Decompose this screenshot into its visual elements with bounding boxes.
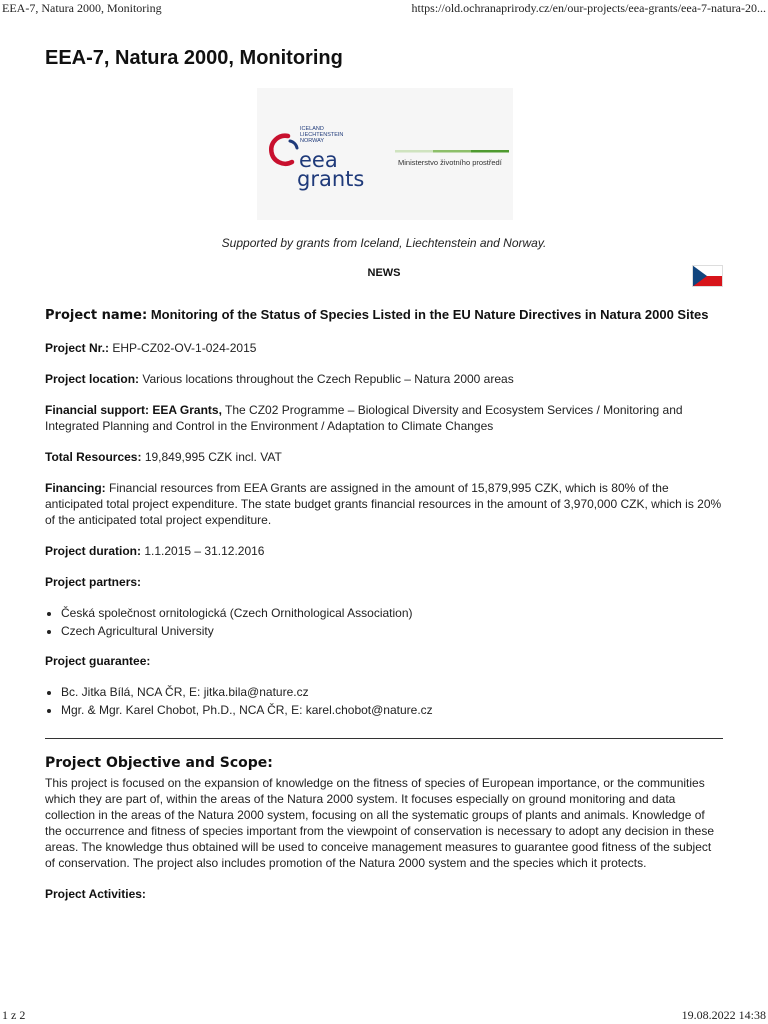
logo-grants-text: grants xyxy=(297,167,365,191)
financing-label: Financing: xyxy=(45,481,106,495)
project-name-value: Monitoring of the Status of Species Listed in the EU Nature Directives in Natura 2000 Sites xyxy=(150,307,709,322)
financial-support-label: Financial support: EEA Grants, xyxy=(45,403,222,417)
activities-label: Project Activities: xyxy=(45,887,146,901)
financing xyxy=(45,480,723,528)
project-number-value: EHP-CZ02-OV-1-024-2015 xyxy=(112,341,257,355)
main-content xyxy=(45,306,723,917)
project-duration xyxy=(45,543,723,559)
print-header-title: EEA-7, Natura 2000, Monitoring xyxy=(2,1,162,15)
project-location xyxy=(45,371,723,387)
guarantee-list xyxy=(45,684,723,718)
ministry-label: Ministerstvo životního prostředí xyxy=(398,158,502,167)
country-iceland: ICELAND xyxy=(300,126,324,132)
section-divider xyxy=(45,738,723,739)
print-header xyxy=(0,0,768,16)
czech-flag-icon[interactable] xyxy=(692,265,723,287)
objective-heading: Project Objective and Scope: xyxy=(45,755,273,771)
support-caption: Supported by grants from Iceland, Liechtenstein and Norway. xyxy=(221,236,547,250)
list-item: • Mgr. & Mgr. Karel Chobot, Ph.D., NCA ČR, E: karel.chobot@nature.cz xyxy=(61,702,723,718)
project-location-value: Various locations throughout the Czech Republic – Natura 2000 areas xyxy=(142,372,514,386)
total-resources-label: Total Resources: xyxy=(45,450,142,464)
print-footer xyxy=(0,1008,768,1024)
page-title: EEA-7, Natura 2000, Monitoring xyxy=(45,47,343,69)
financing-value: Financial resources from EEA Grants are assigned in the amount of 15,879,995 CZK, which is 80% of the anticipated total project expenditure. The state budget grants financial resources in the amount of 3,970,000 CZK, which is 20% of the anticipated total project expenditure. xyxy=(45,481,722,527)
project-location-label: Project location: xyxy=(45,372,140,386)
print-footer-page: 1 z 2 xyxy=(2,1008,26,1022)
print-footer-timestamp: 19.08.2022 14:38 xyxy=(681,1008,766,1022)
total-resources xyxy=(45,449,723,465)
partners-list xyxy=(45,605,723,639)
total-resources-value: 19,849,995 CZK incl. VAT xyxy=(144,450,282,464)
country-liechtenstein: LIECHTENSTEIN xyxy=(300,132,344,138)
print-header-url: https://old.ochranaprirody.cz/en/our-projects/eea-grants/eea-7-natura-20... xyxy=(411,1,766,15)
project-name xyxy=(45,306,723,325)
list-item: • Česká společnost ornitologická (Czech Ornithological Association) xyxy=(61,605,723,621)
project-number xyxy=(45,340,723,356)
activities-heading xyxy=(45,886,723,902)
project-duration-label: Project duration: xyxy=(45,544,142,558)
country-norway: NORWAY xyxy=(300,138,325,144)
project-duration-value: 1.1.2015 – 31.12.2016 xyxy=(144,544,265,558)
project-partners-label: Project partners: xyxy=(45,575,142,589)
eea-grants-logo-graphic xyxy=(257,88,513,220)
project-guarantee-label: Project guarantee: xyxy=(45,654,151,668)
logo-eea-text: eea xyxy=(299,148,338,172)
project-partners-heading xyxy=(45,574,723,590)
financial-support xyxy=(45,402,723,434)
list-item: • Czech Agricultural University xyxy=(61,623,723,639)
project-guarantee-heading xyxy=(45,653,723,669)
list-item: • Bc. Jitka Bílá, NCA ČR, E: jitka.bila@nature.cz xyxy=(61,684,723,700)
objective-text: This project is focused on the expansion of knowledge on the fitness of species of European importance, or the communities which they are part of, within the areas of the Natura 2000 system. It focuses especially on ground monitoring and data collection in the areas of the Natura 2000 system, focusing on all the systematic groups of plants and animals. Knowledge of the occurrence and fitness of species important from the viewpoint of conservation is necessary to adopt any decision in these areas. The knowledge thus obtained will be used to conceive management measures to guarantee good fitness of the subject of conservation. The project also includes promotion of the Natura 2000 system and the species which it protects. xyxy=(45,776,715,870)
project-number-label: Project Nr.: xyxy=(45,341,110,355)
eea-grants-logo xyxy=(257,88,513,220)
financial-support-value: The CZ02 Programme – Biological Diversity and Ecosystem Services / Monitoring and Integrated Planning and Control in the Environment / Adaptation to Climate Changes xyxy=(45,403,683,433)
project-name-label: Project name: xyxy=(45,308,148,323)
news-link[interactable]: NEWS xyxy=(367,267,401,279)
